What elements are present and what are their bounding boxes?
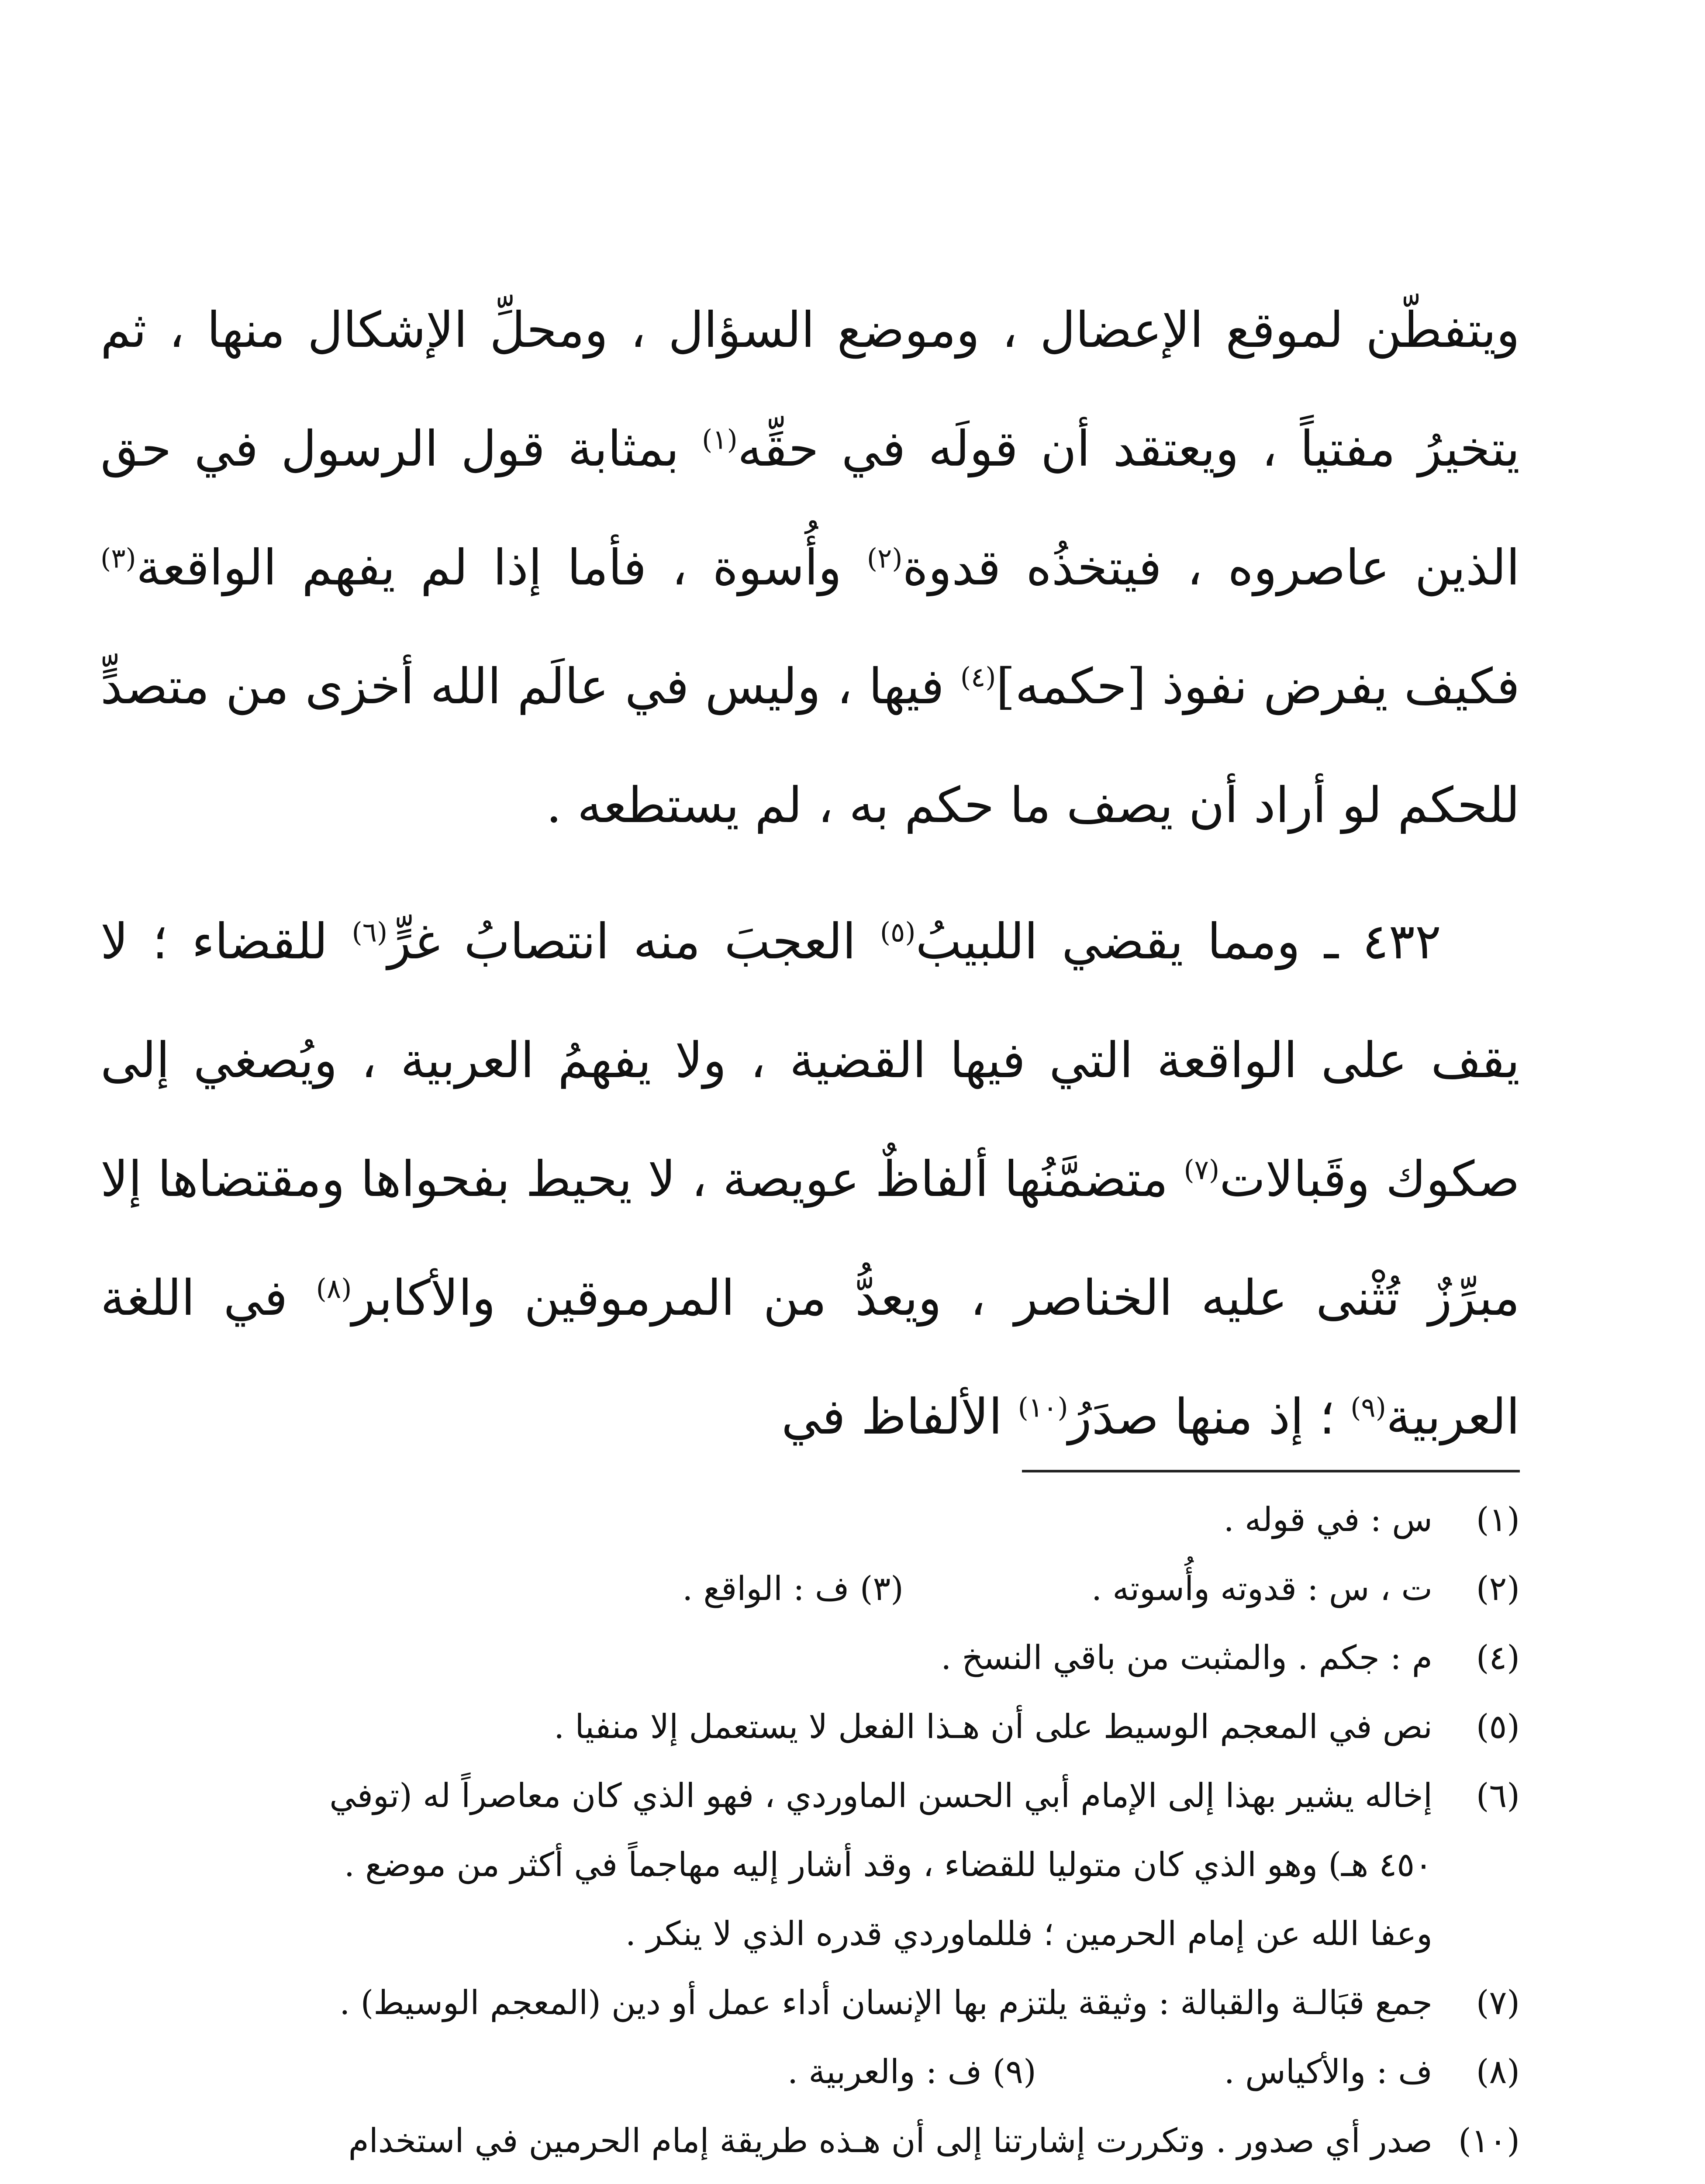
- footnote-number: (٣): [859, 1569, 904, 1608]
- text-run: متضمَّنُها ألفاظٌ عويصة ، لا يحيط بفحواها ومقتضاها إلا مبرِّزٌ تُثْنى عليه الخناصر ، ويعدُّ من المرموقين والأكابر: [100, 1151, 1520, 1327]
- text-run: فكيف يفرض نفوذ [حكمه]: [996, 658, 1520, 715]
- footnote-number: (٢): [1476, 1569, 1520, 1608]
- footnote-ref-8[interactable]: (٨): [316, 1272, 352, 1305]
- footnote-item: [48, 2037, 1520, 2106]
- footnote-number: (٩): [992, 2052, 1036, 2091]
- text-run: الألفاظ في: [781, 1389, 1018, 1445]
- text-run: في اللغة العربية: [100, 1270, 1520, 1445]
- footnote-ref-3[interactable]: (٣): [100, 542, 136, 574]
- footnote-text: [48, 1761, 1432, 1968]
- footnote-item: [48, 1692, 1520, 1761]
- footnote-item: [48, 1623, 1520, 1692]
- footnotes: [48, 1485, 1520, 2184]
- footnote-separator: [1022, 1470, 1520, 1472]
- paragraph-1: [100, 271, 1520, 865]
- footnote-ref-4[interactable]: (٤): [960, 661, 996, 693]
- footnote-ref-1[interactable]: (١): [702, 423, 738, 456]
- text-run: وأُسوة ، فأما إذا لم يفهم الواقعة: [136, 539, 867, 596]
- main-text: [100, 271, 1520, 1476]
- footnote-number: (١): [1476, 1500, 1520, 1539]
- text-run: فيها ، وليس في عالَم الله أخزى من متصدٍّ للحكم لو أراد أن يصف ما حكم به ، لم يستطعه .: [100, 658, 1520, 834]
- footnote-item: [48, 1485, 1520, 1554]
- text-run: ؛ إذ منها صدَرُ: [1068, 1389, 1351, 1445]
- footnote-text: [48, 1554, 1432, 1623]
- footnote-number: (٦): [1476, 1776, 1520, 1815]
- footnote-line: ت ، س : قدوته وأُسوته .: [1091, 1569, 1432, 1608]
- footnote-line: نص في المعجم الوسيط على أن هـذا الفعل لا يستعمل إلا منفيا .: [554, 1707, 1432, 1746]
- footnote-number: (٧): [1476, 1983, 1520, 2022]
- footnote-line: صدر أي صدور . وتكررت إشارتنا إلى أن هـذه طريقة إمام الحرمين في استخدام: [348, 2121, 1432, 2160]
- footnote-line: س : في قوله .: [1223, 1500, 1432, 1539]
- footnote-item: [48, 1968, 1520, 2037]
- footnote-item: [48, 1554, 1520, 1623]
- footnote-number: (٥): [1476, 1707, 1520, 1746]
- footnote-number: (٨): [1476, 2052, 1520, 2091]
- text-run: ٤٣٢ ـ ومما يقضي اللبيبُ: [915, 913, 1441, 970]
- footnote-text: [48, 2037, 1432, 2106]
- text-run: ويتفطّن لموقع الإعضال ، وموضع السؤال ، ومحلِّ الإشكال منها ، ثم يتخيرُ مفتياً ، ويعتقد أن قولَه في حقِّه: [100, 302, 1520, 477]
- paragraph-2: [100, 882, 1520, 1476]
- text-run: بمثابة قول الرسول في حق الذين عاصروه ، فيتخذُه قدوة: [100, 421, 1520, 596]
- footnote-ref-7[interactable]: (٧): [1184, 1154, 1220, 1186]
- footnote-text: [48, 1485, 1432, 1554]
- text-run: للقضاء ؛ لا يقف على الواقعة التي فيها القضية ، ولا يفهمُ العربية ، ويُصغي إلى صكوك وقَبالات: [100, 913, 1520, 1208]
- footnote-number: (٤): [1476, 1638, 1520, 1677]
- footnote-line: وعفا الله عن إمام الحرمين ؛ فللماوردي قدره الذي لا ينكر .: [625, 1914, 1432, 1953]
- footnote-text: [48, 1692, 1432, 1761]
- footnote-item: [48, 2106, 1520, 2184]
- footnote-line: م : جكم . والمثبت من باقي النسخ .: [941, 1638, 1432, 1677]
- footnote-line: ٤٥٠ هـ) وهو الذي كان متوليا للقضاء ، وقد أشار إليه مهاجماً في أكثر من موضع .: [344, 1845, 1432, 1884]
- footnote-line: ف : والعربية .: [787, 2052, 982, 2091]
- footnote-text: [48, 2106, 1432, 2184]
- footnote-ref-5[interactable]: (٥): [880, 916, 916, 948]
- footnote-ref-9[interactable]: (٩): [1350, 1391, 1386, 1424]
- footnote-text: [48, 1968, 1432, 2037]
- footnote-ref-10[interactable]: (١٠): [1018, 1391, 1068, 1424]
- footnote-line: جمع قبَالـة والقبالة : وثيقة يلتزم بها الإنسان أداء عمل أو دين (المعجم الوسيط) .: [339, 1983, 1432, 2022]
- footnote-line: [48, 2175, 1432, 2184]
- footnote-ref-2[interactable]: (٢): [866, 542, 903, 574]
- text-run: العجبَ منه انتصابُ غرٍّ: [387, 913, 880, 970]
- footnote-line: إخاله يشير بهذا إلى الإمام أبي الحسن الماوردي ، فهو الذي كان معاصراً له (توفي: [329, 1776, 1432, 1815]
- footnote-ref-6[interactable]: (٦): [352, 916, 388, 948]
- footnote-line: ف : والأكياس .: [1224, 2052, 1432, 2091]
- footnote-text: [48, 1623, 1432, 1692]
- footnote-number: (١٠): [1458, 2121, 1520, 2160]
- footnote-item: [48, 1761, 1520, 1968]
- footnote-line: ف : الواقع .: [682, 1569, 849, 1608]
